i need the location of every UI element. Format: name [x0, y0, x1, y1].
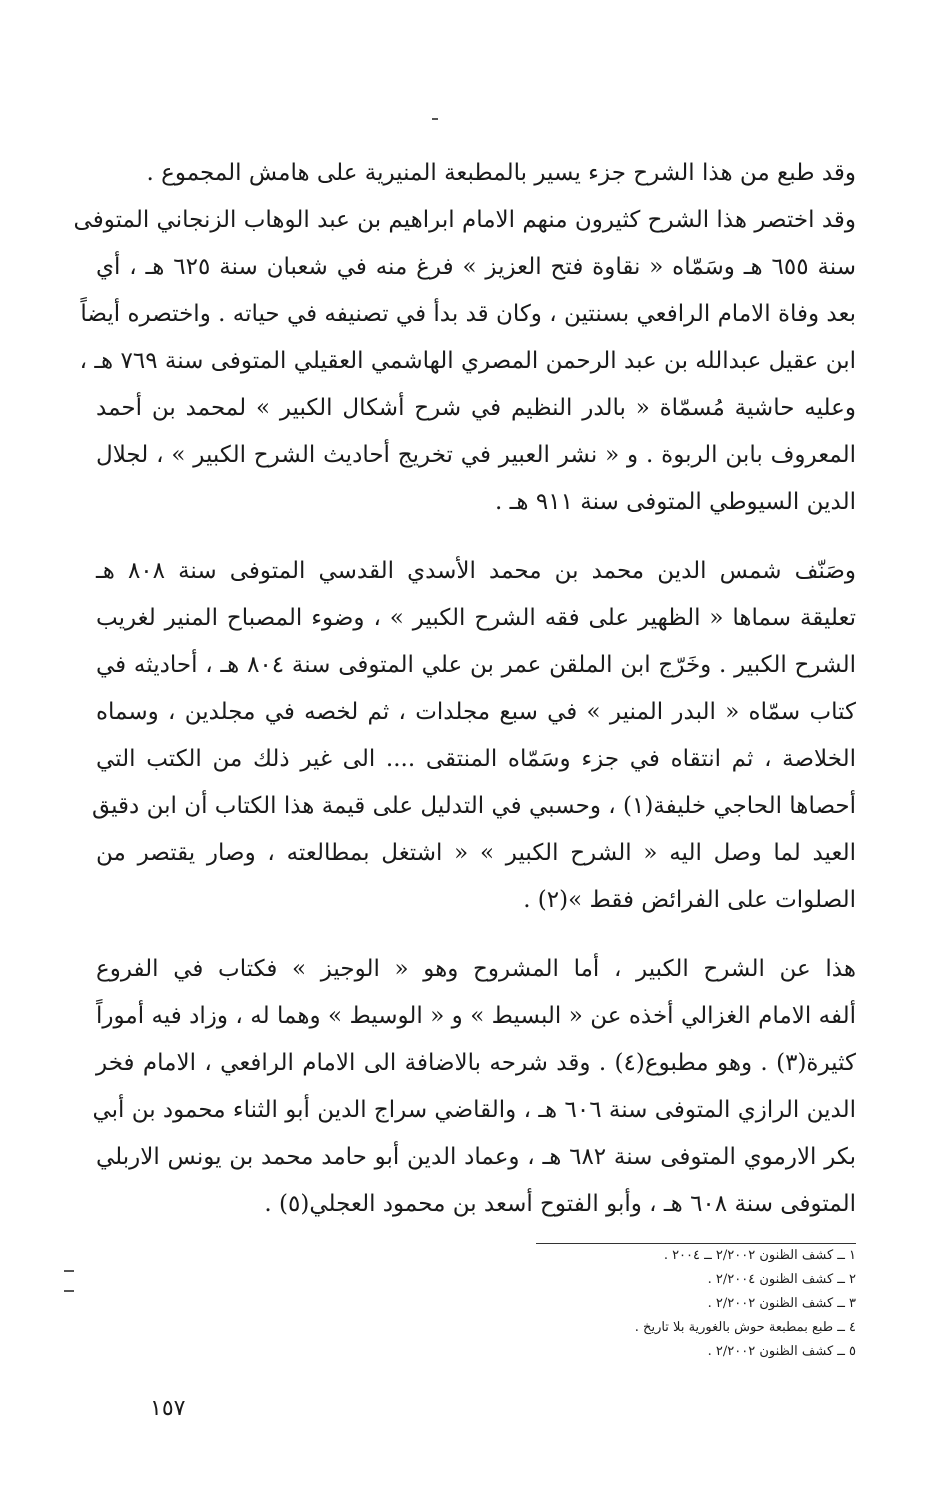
text-line: الدين السيوطي المتوفى سنة ٩١١ هـ . [495, 489, 856, 515]
text-line: وعليه حاشية مُسمّاة « بالدر النظيم في شرح أشكال الكبير » لمحمد بن أحمد [96, 395, 856, 421]
text-line: وصَنّف شمس الدين محمد بن محمد الأسدي القدسي المتوفى سنة ٨٠٨ هـ [96, 558, 856, 584]
text-line: كتاب سمّاه « البدر المنير » في سبع مجلدات ، ثم لخصه في مجلدين ، وسماه [96, 699, 856, 725]
paragraph [92, 946, 856, 1228]
footnote: ٣ ــ كشف الظنون ٢/٢٠٠٢ . [707, 1296, 856, 1311]
text-line: المعروف بابن الربوة . و « نشر العبير في تخريج أحاديث الشرح الكبير » ، لجلال [96, 442, 856, 468]
text-line: الدين الرازي المتوفى سنة ٦٠٦ هـ ، والقاضي سراج الدين أبو الثناء محمود بن أبي [92, 1097, 856, 1123]
paragraph [73, 150, 856, 526]
text-line: كثيرة(٣) . وهو مطبوع(٤) . وقد شرحه بالاضافة الى الامام الرافعي ، الامام فخر [96, 1050, 856, 1076]
text-line: الصلوات على الفرائض فقط »(٢) . [523, 887, 856, 913]
paragraph-gap [96, 526, 856, 548]
footnote: ٤ ــ طبع بمطبعة حوش بالغورية بلا تاريخ . [634, 1320, 856, 1335]
paragraph [91, 548, 857, 924]
text-line: ألفه الامام الغزالي أخذه عن « البسيط » و « الوسيط » وهما له ، وزاد فيه أموراً [96, 1003, 856, 1029]
footnotes [96, 1243, 856, 1364]
text-line: الخلاصة ، ثم انتقاه في جزء وسَمّاه المنتقى .... الى غير ذلك من الكتب التي [96, 746, 856, 772]
margin-mark [64, 1290, 74, 1292]
text-line: هذا عن الشرح الكبير ، أما المشروح وهو « الوجيز » فكتاب في الفروع [96, 956, 856, 982]
paragraph-gap [96, 924, 856, 946]
text-line: وقد اختصر هذا الشرح كثيرون منهم الامام ابراهيم بن عبد الوهاب الزنجاني المتوفى [73, 207, 856, 233]
page-number: ١٥٧ [150, 1396, 186, 1421]
text-line: أحصاها الحاجي خليفة(١) ، وحسبي في التدليل على قيمة هذا الكتاب أن ابن دقيق [91, 793, 856, 819]
footnote: ١ ــ كشف الظنون ٢/٢٠٠٢ ــ ٢٠٠٤ . [663, 1248, 856, 1263]
top-margin-mark [432, 118, 438, 120]
footnote: ٥ ــ كشف الظنون ٢/٢٠٠٢ . [707, 1344, 856, 1359]
text-line: بكر الارموي المتوفى سنة ٦٨٢ هـ ، وعماد الدين أبو حامد محمد بن يونس الاربلي [96, 1144, 856, 1170]
text-line: تعليقة سماها « الظهير على فقه الشرح الكبير » ، وضوء المصباح المنير لغريب [96, 605, 856, 631]
text-line: المتوفى سنة ٦٠٨ هـ ، وأبو الفتوح أسعد بن محمود العجلي(٥) . [264, 1191, 856, 1217]
text-line: ابن عقيل عبدالله بن عبد الرحمن المصري الهاشمي العقيلي المتوفى سنة ٧٦٩ هـ ، [79, 348, 856, 374]
text-line: وقد طبع من هذا الشرح جزء يسير بالمطبعة المنيرية على هامش المجموع . [146, 160, 856, 186]
text-line: الشرح الكبير . وخَرّج ابن الملقن عمر بن علي المتوفى سنة ٨٠٤ هـ ، أحاديثه في [96, 652, 857, 678]
text-line: بعد وفاة الامام الرافعي بسنتين ، وكان قد بدأ في تصنيفه في حياته . واختصره أيضاً [80, 301, 856, 327]
margin-mark [64, 1270, 74, 1272]
text-line: سنة ٦٥٥ هـ وسَمّاه « نقاوة فتح العزيز » فرغ منه في شعبان سنة ٦٢٥ هـ ، أي [96, 254, 856, 280]
footnote: ٢ ــ كشف الظنون ٢/٢٠٠٤ . [707, 1272, 856, 1287]
text-line: العيد لما وصل اليه « الشرح الكبير » « اشتغل بمطالعته ، وصار يقتصر من [96, 840, 856, 866]
body-text [73, 150, 857, 1228]
